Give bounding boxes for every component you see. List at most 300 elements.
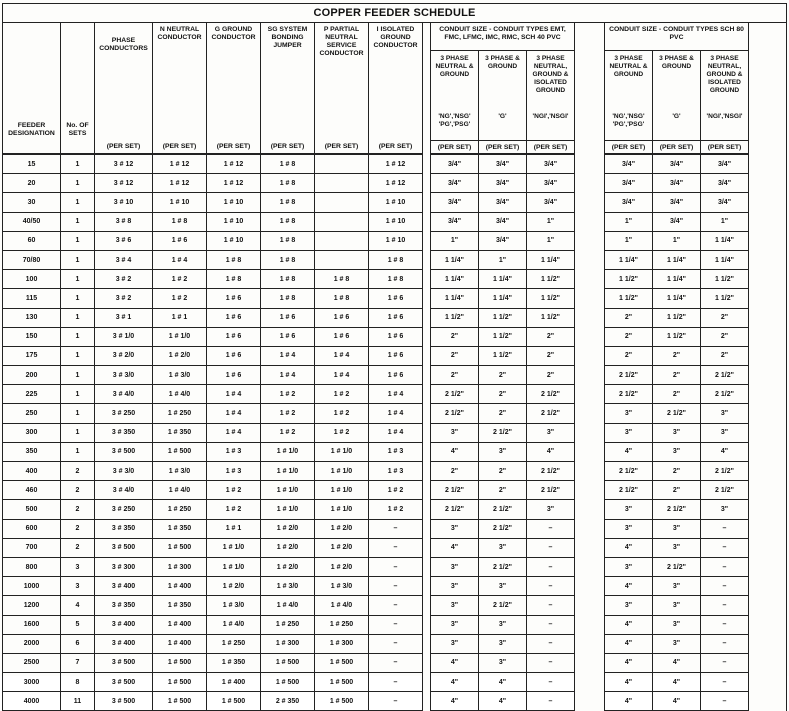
sch40-neutral-ground-cell: 2 1/2" (431, 481, 479, 500)
table-row (3, 270, 787, 289)
sch80-neutral-ground-cell: 3" (605, 596, 653, 615)
per-set-label: (PER SET) (95, 141, 153, 155)
sch80-neutral-ground-cell: 4" (605, 538, 653, 557)
sch80-isolated-cell: 2" (701, 308, 749, 327)
bonding-jumper-cell: 1 # 2/0 (261, 519, 315, 538)
partial-neutral-cell (315, 212, 369, 231)
bonding-jumper-cell: 1 # 4 (261, 346, 315, 365)
column-gap (423, 308, 431, 327)
sch40-isolated-cell: 3" (527, 500, 575, 519)
sch40-ground-cell: 1 1/4" (479, 289, 527, 308)
column-gap (749, 193, 787, 212)
table-row (3, 193, 787, 212)
neutral-conductor-cell: 1 # 4 (153, 250, 207, 269)
bonding-jumper-cell: 1 # 2 (261, 385, 315, 404)
column-gap (575, 346, 605, 365)
sch80-neutral-ground-cell: 3" (605, 404, 653, 423)
feeder-designation-cell: 300 (3, 423, 61, 442)
isolated-ground-cell: – (369, 538, 423, 557)
partial-neutral-cell: 1 # 8 (315, 270, 369, 289)
sch80-isolated-cell: – (701, 673, 749, 692)
table-row (3, 615, 787, 634)
sch80-neutral-ground-cell: 1 1/4" (605, 250, 653, 269)
sch80-neutral-ground-cell: 2" (605, 308, 653, 327)
partial-neutral-cell: 1 # 500 (315, 673, 369, 692)
column-gap (575, 154, 605, 174)
sch80-neutral-ground-cell: 2 1/2" (605, 481, 653, 500)
bonding-jumper-cell: 1 # 4/0 (261, 596, 315, 615)
sch80-ground-cell: 2" (653, 366, 701, 385)
bonding-jumper-cell: 1 # 8 (261, 154, 315, 174)
sch80-neutral-ground-cell: 3" (605, 557, 653, 576)
column-gap (749, 577, 787, 596)
column-gap (575, 385, 605, 404)
sch40-ground-cell: 4" (479, 692, 527, 711)
feeder-designation-cell: 3000 (3, 673, 61, 692)
ground-conductor-header: G GROUND CONDUCTOR (207, 23, 261, 141)
ground-conductor-cell: 1 # 6 (207, 327, 261, 346)
table-row (3, 653, 787, 672)
sch80-isolated-subheader (701, 51, 749, 141)
sets-cell: 3 (61, 577, 95, 596)
feeder-designation-cell: 175 (3, 346, 61, 365)
sch80-isolated-cell: 3/4" (701, 193, 749, 212)
column-gap (423, 634, 431, 653)
ground-conductor-cell: 1 # 1/0 (207, 557, 261, 576)
sets-cell: 6 (61, 634, 95, 653)
bonding-jumper-cell: 1 # 8 (261, 174, 315, 193)
feeder-designation-cell: 225 (3, 385, 61, 404)
ground-conductor-cell: 1 # 1/0 (207, 538, 261, 557)
ground-conductor-cell: 1 # 4 (207, 404, 261, 423)
column-gap (423, 653, 431, 672)
neutral-conductor-cell: 1 # 1/0 (153, 327, 207, 346)
sets-cell: 1 (61, 442, 95, 461)
isolated-ground-cell: – (369, 673, 423, 692)
partial-neutral-cell: 1 # 2/0 (315, 538, 369, 557)
sets-cell: 11 (61, 692, 95, 711)
column-gap (749, 250, 787, 269)
isolated-ground-cell: 1 # 2 (369, 481, 423, 500)
sch80-isolated-cell: 3/4" (701, 174, 749, 193)
sch80-ground-cell: 3" (653, 538, 701, 557)
isolated-ground-cell: 1 # 3 (369, 442, 423, 461)
sch40-ground-cell: 1 1/2" (479, 327, 527, 346)
column-gap (423, 346, 431, 365)
sets-cell: 1 (61, 289, 95, 308)
isolated-ground-cell: – (369, 692, 423, 711)
phase-conductors-cell: 3 # 250 (95, 404, 153, 423)
column-gap (749, 327, 787, 346)
sch40-neutral-ground-cell: 1 1/2" (431, 308, 479, 327)
sch40-neutral-ground-cell: 1 1/4" (431, 250, 479, 269)
table-row (3, 212, 787, 231)
sch80-subheader-label: 3 PHASE NEUTRAL & GROUND (609, 55, 648, 78)
table-row (3, 596, 787, 615)
column-gap (575, 519, 605, 538)
partial-neutral-cell: 1 # 2 (315, 404, 369, 423)
neutral-conductor-cell: 1 # 2 (153, 270, 207, 289)
partial-neutral-cell: 1 # 6 (315, 308, 369, 327)
isolated-ground-cell: 1 # 10 (369, 212, 423, 231)
phase-conductors-cell: 3 # 350 (95, 519, 153, 538)
isolated-ground-cell: 1 # 12 (369, 154, 423, 174)
ground-conductor-cell: 1 # 12 (207, 154, 261, 174)
ground-conductor-cell: 1 # 2 (207, 500, 261, 519)
column-gap (749, 423, 787, 442)
neutral-conductor-cell: 1 # 400 (153, 577, 207, 596)
partial-neutral-cell: 1 # 1/0 (315, 462, 369, 481)
bonding-jumper-cell: 1 # 500 (261, 673, 315, 692)
ground-conductor-cell: 1 # 4 (207, 423, 261, 442)
ground-conductor-cell: 1 # 6 (207, 346, 261, 365)
sch40-ground-cell: 1 1/2" (479, 346, 527, 365)
sch80-ground-cell: 3" (653, 577, 701, 596)
sch40-isolated-cell: – (527, 519, 575, 538)
column-gap (749, 673, 787, 692)
sch80-ground-cell: 1" (653, 231, 701, 250)
sch40-neutral-ground-cell: 4" (431, 538, 479, 557)
column-gap (423, 692, 431, 711)
partial-neutral-cell: 1 # 300 (315, 634, 369, 653)
table-row (3, 634, 787, 653)
sch40-neutral-ground-cell: 3/4" (431, 174, 479, 193)
column-gap (423, 577, 431, 596)
phase-conductors-cell: 3 # 350 (95, 596, 153, 615)
column-gap (749, 442, 787, 461)
bonding-jumper-cell: 1 # 8 (261, 193, 315, 212)
sch40-ground-cell: 2" (479, 462, 527, 481)
sch40-ground-cell: 3/4" (479, 154, 527, 174)
sch40-neutral-ground-cell: 4" (431, 653, 479, 672)
sch40-neutral-ground-cell: 4" (431, 442, 479, 461)
sch40-neutral-ground-cell: 2" (431, 366, 479, 385)
column-gap (423, 270, 431, 289)
ground-conductor-cell: 1 # 8 (207, 270, 261, 289)
sets-cell: 1 (61, 154, 95, 174)
sch80-ground-cell: 1 1/4" (653, 270, 701, 289)
sets-cell: 7 (61, 653, 95, 672)
phase-conductors-cell: 3 # 4/0 (95, 385, 153, 404)
column-gap (575, 289, 605, 308)
partial-neutral-cell: 1 # 8 (315, 289, 369, 308)
sch80-neutral-ground-cell: 4" (605, 673, 653, 692)
sch40-isolated-cell: 4" (527, 442, 575, 461)
sch80-ground-cell: 3/4" (653, 212, 701, 231)
sets-cell: 2 (61, 481, 95, 500)
sch80-ground-cell: 3" (653, 519, 701, 538)
isolated-ground-cell: 1 # 8 (369, 270, 423, 289)
sch40-neutral-ground-cell: 3/4" (431, 212, 479, 231)
sch80-ground-cell: 1 1/4" (653, 250, 701, 269)
bonding-jumper-cell: 1 # 1/0 (261, 481, 315, 500)
sch80-neutral-ground-subheader (605, 51, 653, 141)
sch40-neutral-ground-cell: 3" (431, 423, 479, 442)
neutral-conductor-cell: 1 # 4/0 (153, 481, 207, 500)
ground-conductor-cell: 1 # 10 (207, 212, 261, 231)
sch40-subheader-code: 'NGI','NSGI' (532, 113, 569, 120)
isolated-ground-cell: 1 # 8 (369, 250, 423, 269)
partial-neutral-header: P PARTIAL NEUTRAL SERVICE CONDUCTOR (315, 23, 369, 141)
isolated-ground-cell: – (369, 634, 423, 653)
neutral-conductor-cell: 1 # 12 (153, 154, 207, 174)
phase-conductors-cell: 3 # 12 (95, 154, 153, 174)
table-row (3, 500, 787, 519)
bonding-jumper-header: SG SYSTEM BONDING JUMPER (261, 23, 315, 141)
neutral-conductor-header: N NEUTRAL CONDUCTOR (153, 23, 207, 141)
column-gap (749, 404, 787, 423)
column-gap (575, 673, 605, 692)
phase-conductors-cell: 3 # 12 (95, 174, 153, 193)
table-row (3, 673, 787, 692)
ground-conductor-cell: 1 # 250 (207, 634, 261, 653)
feeder-designation-cell: 15 (3, 154, 61, 174)
sch80-isolated-cell: – (701, 634, 749, 653)
sch40-isolated-cell: 2" (527, 346, 575, 365)
column-gap (423, 557, 431, 576)
per-set-label: (PER SET) (207, 141, 261, 155)
sch40-isolated-cell: – (527, 653, 575, 672)
phase-conductors-cell: 3 # 10 (95, 193, 153, 212)
isolated-ground-cell: – (369, 557, 423, 576)
sch80-ground-cell: 3" (653, 596, 701, 615)
bonding-jumper-cell: 1 # 2/0 (261, 557, 315, 576)
table-row (3, 174, 787, 193)
feeder-designation-cell: 30 (3, 193, 61, 212)
neutral-conductor-cell: 1 # 350 (153, 423, 207, 442)
sch80-ground-cell: 2" (653, 462, 701, 481)
sch80-subheader-code: 'NGI','NSGI' (706, 113, 743, 120)
phase-conductors-cell: 3 # 250 (95, 500, 153, 519)
column-gap (749, 308, 787, 327)
neutral-conductor-cell: 1 # 2/0 (153, 346, 207, 365)
feeder-designation-cell: 800 (3, 557, 61, 576)
column-gap (575, 557, 605, 576)
sch80-isolated-cell: 3" (701, 404, 749, 423)
column-gap (575, 250, 605, 269)
sch80-isolated-cell: – (701, 596, 749, 615)
sch40-neutral-ground-cell: 2 1/2" (431, 404, 479, 423)
feeder-designation-cell: 200 (3, 366, 61, 385)
sets-cell: 8 (61, 673, 95, 692)
sch40-neutral-ground-cell: 4" (431, 692, 479, 711)
sch80-isolated-cell: 1 1/2" (701, 289, 749, 308)
column-gap (575, 481, 605, 500)
isolated-ground-cell: 1 # 6 (369, 327, 423, 346)
feeder-designation-cell: 100 (3, 270, 61, 289)
table-row (3, 366, 787, 385)
sets-cell: 1 (61, 212, 95, 231)
sch40-isolated-cell: – (527, 538, 575, 557)
sch40-ground-cell: 1 1/2" (479, 308, 527, 327)
neutral-conductor-cell: 1 # 1 (153, 308, 207, 327)
bonding-jumper-cell: 1 # 3/0 (261, 577, 315, 596)
sch40-ground-cell: 3" (479, 634, 527, 653)
per-set-label: (PER SET) (431, 141, 479, 155)
partial-neutral-cell: 1 # 3/0 (315, 577, 369, 596)
neutral-conductor-cell: 1 # 2 (153, 289, 207, 308)
column-gap (749, 212, 787, 231)
feeder-designation-cell: 40/50 (3, 212, 61, 231)
isolated-ground-cell: 1 # 6 (369, 308, 423, 327)
column-gap (575, 692, 605, 711)
ground-conductor-cell: 1 # 12 (207, 174, 261, 193)
column-gap (749, 289, 787, 308)
neutral-conductor-cell: 1 # 300 (153, 557, 207, 576)
ground-conductor-cell: 1 # 1 (207, 519, 261, 538)
sch80-isolated-cell: – (701, 538, 749, 557)
per-set-label: (PER SET) (605, 141, 653, 155)
sch40-neutral-ground-cell: 3" (431, 596, 479, 615)
sets-cell: 2 (61, 462, 95, 481)
isolated-ground-cell: 1 # 6 (369, 366, 423, 385)
neutral-conductor-cell: 1 # 10 (153, 193, 207, 212)
ground-conductor-cell: 1 # 10 (207, 193, 261, 212)
column-gap (575, 270, 605, 289)
sch80-neutral-ground-cell: 3" (605, 519, 653, 538)
sch40-neutral-ground-cell: 2" (431, 462, 479, 481)
bonding-jumper-cell: 1 # 8 (261, 212, 315, 231)
sch40-ground-cell: 3/4" (479, 231, 527, 250)
feeder-designation-cell: 20 (3, 174, 61, 193)
sch80-isolated-cell: 2 1/2" (701, 481, 749, 500)
sets-cell: 2 (61, 500, 95, 519)
column-gap (423, 500, 431, 519)
sets-cell: 1 (61, 346, 95, 365)
column-gap (575, 462, 605, 481)
column-gap (423, 404, 431, 423)
sch80-neutral-ground-cell: 2 1/2" (605, 385, 653, 404)
isolated-ground-cell: 1 # 4 (369, 385, 423, 404)
sch80-subheader-label: 3 PHASE NEUTRAL, GROUND & ISOLATED GROUND (706, 55, 743, 94)
sch40-neutral-ground-cell: 3" (431, 577, 479, 596)
sch40-isolated-cell: 2 1/2" (527, 462, 575, 481)
sch80-ground-cell: 3/4" (653, 174, 701, 193)
partial-neutral-cell: 1 # 1/0 (315, 500, 369, 519)
sch80-isolated-cell: 2 1/2" (701, 462, 749, 481)
sch40-neutral-ground-cell: 2 1/2" (431, 385, 479, 404)
phase-conductors-cell: 3 # 400 (95, 577, 153, 596)
sch40-neutral-ground-cell: 1 1/4" (431, 270, 479, 289)
sch40-isolated-cell: 2 1/2" (527, 481, 575, 500)
table-row (3, 289, 787, 308)
partial-neutral-cell: 1 # 2/0 (315, 519, 369, 538)
sch80-isolated-cell: 3" (701, 500, 749, 519)
sch40-neutral-ground-cell: 3/4" (431, 154, 479, 174)
bonding-jumper-cell: 1 # 250 (261, 615, 315, 634)
phase-conductors-cell: 3 # 3/0 (95, 462, 153, 481)
sch40-isolated-cell: 2" (527, 366, 575, 385)
table-row (3, 231, 787, 250)
neutral-conductor-cell: 1 # 400 (153, 615, 207, 634)
neutral-conductor-cell: 1 # 3/0 (153, 366, 207, 385)
isolated-ground-cell: 1 # 12 (369, 174, 423, 193)
sch40-isolated-cell: 3/4" (527, 154, 575, 174)
sch80-ground-cell: 4" (653, 653, 701, 672)
sch40-neutral-ground-cell: 2" (431, 346, 479, 365)
partial-neutral-cell (315, 154, 369, 174)
sch40-neutral-ground-cell: 2 1/2" (431, 500, 479, 519)
partial-neutral-cell: 1 # 500 (315, 692, 369, 711)
column-gap (749, 174, 787, 193)
feeder-designation-cell: 60 (3, 231, 61, 250)
sch40-subheader-label: 3 PHASE NEUTRAL & GROUND (435, 55, 474, 78)
sch80-subheader-code: 'NG','NSG' 'PG','PSG' (612, 113, 645, 128)
sch40-ground-cell: 3/4" (479, 212, 527, 231)
conduit-sch80-header: CONDUIT SIZE - CONDUIT TYPES SCH 80 PVC (605, 23, 749, 51)
sch80-isolated-cell: 3" (701, 423, 749, 442)
sch40-isolated-cell: 2 1/2" (527, 385, 575, 404)
column-gap (575, 577, 605, 596)
sch80-ground-cell: 3" (653, 442, 701, 461)
phase-conductors-cell: 3 # 2 (95, 270, 153, 289)
sch40-subheader-label: 3 PHASE & GROUND (485, 55, 520, 70)
sch80-isolated-cell: – (701, 557, 749, 576)
sch80-isolated-cell: – (701, 577, 749, 596)
partial-neutral-cell: 1 # 2 (315, 385, 369, 404)
sch80-neutral-ground-cell: 3/4" (605, 193, 653, 212)
ground-conductor-cell: 1 # 2/0 (207, 577, 261, 596)
column-gap (749, 462, 787, 481)
feeder-designation-cell: 1000 (3, 577, 61, 596)
sch80-neutral-ground-cell: 1" (605, 212, 653, 231)
column-gap (749, 154, 787, 174)
feeder-designation-cell: 130 (3, 308, 61, 327)
sets-cell: 1 (61, 270, 95, 289)
sch40-subheader-code: 'G' (498, 113, 507, 120)
sch80-neutral-ground-cell: 4" (605, 692, 653, 711)
sets-perset-spacer (61, 141, 95, 155)
sets-cell: 1 (61, 308, 95, 327)
table-row (3, 308, 787, 327)
column-gap (575, 174, 605, 193)
sch80-neutral-ground-cell: 1" (605, 231, 653, 250)
sch80-neutral-ground-cell: 4" (605, 442, 653, 461)
sch80-neutral-ground-cell: 2 1/2" (605, 462, 653, 481)
neutral-conductor-cell: 1 # 4/0 (153, 385, 207, 404)
phase-conductors-cell: 3 # 300 (95, 557, 153, 576)
column-gap (749, 519, 787, 538)
per-set-label: (PER SET) (261, 141, 315, 155)
sch80-isolated-cell: 2" (701, 346, 749, 365)
column-gap (423, 462, 431, 481)
phase-conductors-cell: 3 # 500 (95, 673, 153, 692)
phase-conductors-cell: 3 # 500 (95, 442, 153, 461)
ground-conductor-cell: 1 # 3 (207, 442, 261, 461)
partial-neutral-cell (315, 250, 369, 269)
sch40-ground-cell: 3/4" (479, 193, 527, 212)
feeder-designation-cell: 700 (3, 538, 61, 557)
sch40-isolated-cell: – (527, 577, 575, 596)
sch40-subheader-code: 'NG','NSG' 'PG','PSG' (438, 113, 471, 128)
ground-conductor-cell: 1 # 3 (207, 462, 261, 481)
ground-conductor-cell: 1 # 6 (207, 289, 261, 308)
sch40-isolated-cell: 1 1/2" (527, 308, 575, 327)
bonding-jumper-cell: 1 # 2 (261, 404, 315, 423)
sch80-neutral-ground-cell: 4" (605, 634, 653, 653)
phase-conductors-cell: 3 # 350 (95, 423, 153, 442)
sch80-isolated-cell: 1 1/4" (701, 250, 749, 269)
sch40-ground-cell: 1" (479, 250, 527, 269)
phase-conductors-cell: 3 # 6 (95, 231, 153, 250)
conduit-sch40-header: CONDUIT SIZE - CONDUIT TYPES EMT, FMC, LFMC, IMC, RMC, SCH 40 PVC (431, 23, 575, 51)
table-row (3, 442, 787, 461)
sch40-isolated-cell: 3" (527, 423, 575, 442)
isolated-ground-cell: 1 # 6 (369, 289, 423, 308)
neutral-conductor-cell: 1 # 350 (153, 519, 207, 538)
column-gap (749, 481, 787, 500)
ground-conductor-cell: 1 # 10 (207, 231, 261, 250)
